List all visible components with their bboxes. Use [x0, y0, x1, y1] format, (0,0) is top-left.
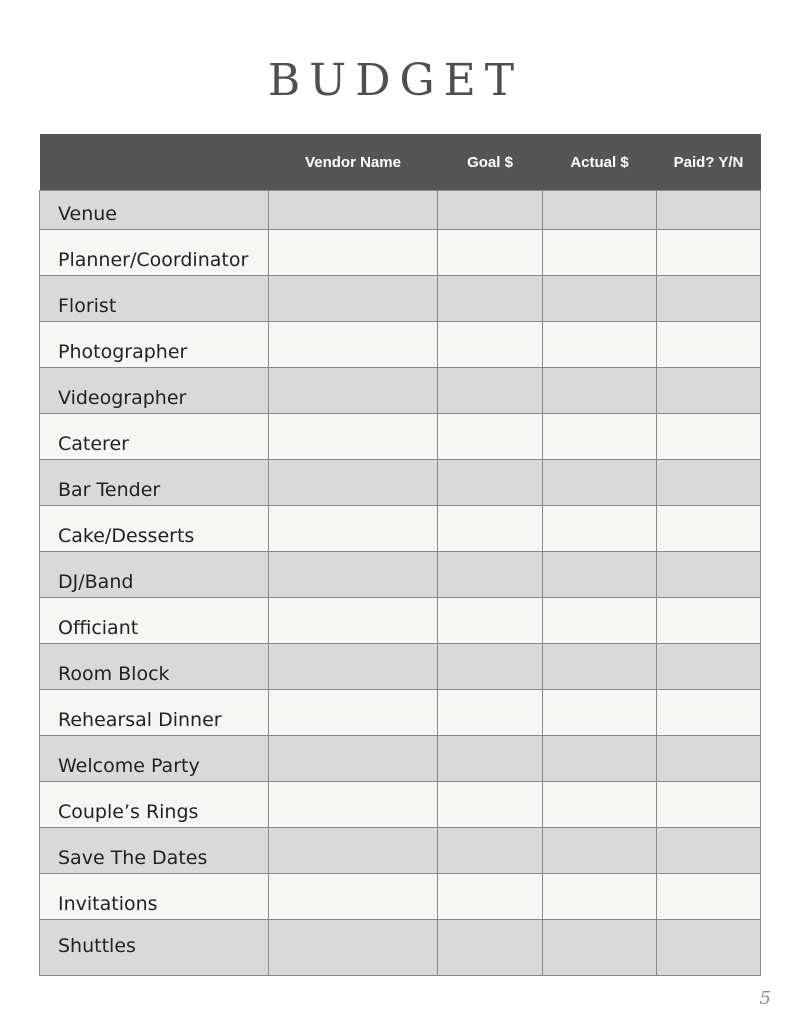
goal-cell[interactable]: [438, 414, 543, 460]
vendor-name-cell[interactable]: [269, 414, 438, 460]
table-row: [40, 644, 761, 690]
actual-cell[interactable]: [543, 322, 657, 368]
goal-cell[interactable]: [438, 368, 543, 414]
vendor-name-cell[interactable]: [269, 191, 438, 230]
paid-cell[interactable]: [657, 920, 761, 976]
actual-cell[interactable]: [543, 828, 657, 874]
paid-cell[interactable]: [657, 552, 761, 598]
paid-cell[interactable]: [657, 782, 761, 828]
goal-cell[interactable]: [438, 460, 543, 506]
row-label: Venue: [40, 191, 269, 230]
paid-cell[interactable]: [657, 322, 761, 368]
table-row: [40, 598, 761, 644]
row-label: Planner/Coordinator: [40, 230, 269, 276]
goal-cell[interactable]: [438, 322, 543, 368]
paid-cell[interactable]: [657, 598, 761, 644]
table-row: [40, 736, 761, 782]
table-row: [40, 191, 761, 230]
vendor-name-cell[interactable]: [269, 460, 438, 506]
actual-cell[interactable]: [543, 598, 657, 644]
paid-cell[interactable]: [657, 414, 761, 460]
actual-cell[interactable]: [543, 736, 657, 782]
goal-cell[interactable]: [438, 552, 543, 598]
table-row: [40, 460, 761, 506]
vendor-name-cell[interactable]: [269, 644, 438, 690]
goal-cell[interactable]: [438, 920, 543, 976]
page-title: BUDGET: [267, 55, 524, 106]
goal-cell[interactable]: [438, 191, 543, 230]
actual-cell[interactable]: [543, 690, 657, 736]
vendor-name-cell[interactable]: [269, 276, 438, 322]
goal-cell[interactable]: [438, 276, 543, 322]
vendor-name-cell[interactable]: [269, 690, 438, 736]
goal-cell[interactable]: [438, 690, 543, 736]
header-actual: Actual $: [543, 134, 657, 191]
vendor-name-cell[interactable]: [269, 506, 438, 552]
goal-cell[interactable]: [438, 506, 543, 552]
table-row: [40, 414, 761, 460]
table-row: [40, 368, 761, 414]
table-row: [40, 874, 761, 920]
goal-cell[interactable]: [438, 598, 543, 644]
actual-cell[interactable]: [543, 506, 657, 552]
paid-cell[interactable]: [657, 874, 761, 920]
actual-cell[interactable]: [543, 920, 657, 976]
row-label: Welcome Party: [40, 736, 269, 782]
budget-table: [39, 134, 761, 976]
actual-cell[interactable]: [543, 782, 657, 828]
paid-cell[interactable]: [657, 230, 761, 276]
table-row: [40, 276, 761, 322]
vendor-name-cell[interactable]: [269, 322, 438, 368]
vendor-name-cell[interactable]: [269, 920, 438, 976]
goal-cell[interactable]: [438, 644, 543, 690]
actual-cell[interactable]: [543, 460, 657, 506]
row-label: Bar Tender: [40, 460, 269, 506]
page-number: 5: [759, 988, 771, 1009]
vendor-name-cell[interactable]: [269, 230, 438, 276]
paid-cell[interactable]: [657, 276, 761, 322]
vendor-name-cell[interactable]: [269, 552, 438, 598]
paid-cell[interactable]: [657, 736, 761, 782]
row-label: Caterer: [40, 414, 269, 460]
row-label: Save The Dates: [40, 828, 269, 874]
vendor-name-cell[interactable]: [269, 782, 438, 828]
vendor-name-cell[interactable]: [269, 874, 438, 920]
row-label: Room Block: [40, 644, 269, 690]
header-label-column: [40, 134, 269, 191]
paid-cell[interactable]: [657, 191, 761, 230]
table-row: [40, 230, 761, 276]
actual-cell[interactable]: [543, 191, 657, 230]
paid-cell[interactable]: [657, 460, 761, 506]
table-row: [40, 782, 761, 828]
header-paid: Paid? Y/N: [657, 134, 761, 191]
row-label: Videographer: [40, 368, 269, 414]
actual-cell[interactable]: [543, 874, 657, 920]
row-label: Cake/Desserts: [40, 506, 269, 552]
table-row: [40, 828, 761, 874]
row-label: Shuttles: [40, 920, 269, 976]
actual-cell[interactable]: [543, 276, 657, 322]
table-row: [40, 552, 761, 598]
paid-cell[interactable]: [657, 690, 761, 736]
row-label: Florist: [40, 276, 269, 322]
goal-cell[interactable]: [438, 782, 543, 828]
actual-cell[interactable]: [543, 644, 657, 690]
table-row: [40, 690, 761, 736]
row-label: Rehearsal Dinner: [40, 690, 269, 736]
row-label: Officiant: [40, 598, 269, 644]
header-goal: Goal $: [438, 134, 543, 191]
vendor-name-cell[interactable]: [269, 368, 438, 414]
row-label: Photographer: [40, 322, 269, 368]
table-row: [40, 506, 761, 552]
paid-cell[interactable]: [657, 828, 761, 874]
header-vendor-name: Vendor Name: [269, 134, 438, 191]
goal-cell[interactable]: [438, 230, 543, 276]
table-header-row: [40, 134, 761, 191]
actual-cell[interactable]: [543, 414, 657, 460]
row-label: Invitations: [40, 874, 269, 920]
vendor-name-cell[interactable]: [269, 828, 438, 874]
paid-cell[interactable]: [657, 644, 761, 690]
actual-cell[interactable]: [543, 368, 657, 414]
goal-cell[interactable]: [438, 736, 543, 782]
vendor-name-cell[interactable]: [269, 736, 438, 782]
row-label: Couple’s Rings: [40, 782, 269, 828]
vendor-name-cell[interactable]: [269, 598, 438, 644]
goal-cell[interactable]: [438, 828, 543, 874]
paid-cell[interactable]: [657, 506, 761, 552]
row-label: DJ/Band: [40, 552, 269, 598]
actual-cell[interactable]: [543, 230, 657, 276]
goal-cell[interactable]: [438, 874, 543, 920]
paid-cell[interactable]: [657, 368, 761, 414]
actual-cell[interactable]: [543, 552, 657, 598]
table-row: [40, 920, 761, 976]
table-row: [40, 322, 761, 368]
